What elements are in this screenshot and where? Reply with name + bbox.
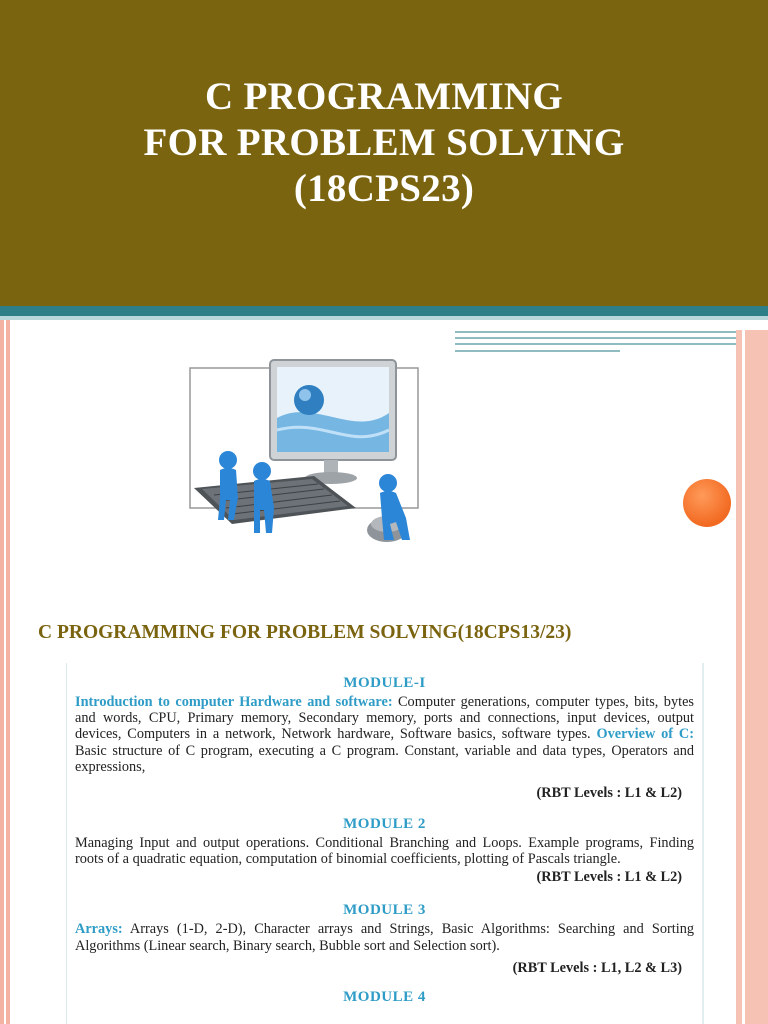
module-1-heading-1: Introduction to computer Hardware and software: <box>75 694 393 710</box>
accent-circle <box>683 479 731 527</box>
module-1-body-2: Basic structure of C program, executing a C program. Constant, variable and data types, Operators and expressions, <box>75 742 694 775</box>
module-3-heading: Arrays: <box>75 921 123 938</box>
deco-line <box>455 350 620 352</box>
module-2-text: Managing Input and output operations. Conditional Branching and Loops. Example programs, Finding roots of a quadratic equation, computation of binomial coefficients, plotting of Pascals triangle. <box>75 835 694 868</box>
deco-line <box>540 322 768 325</box>
deco-line <box>455 337 768 339</box>
divider-stripe-light <box>0 316 768 320</box>
title-banner <box>0 0 768 306</box>
module-4-title: MODULE 4 <box>343 988 426 1005</box>
module-1-body-1: Computer generations, computer types, bits, bytes and words, CPU, Primary memory, Secondary memory, ports and connections, input devices, output devices, Computers in a network, Network hardware, Software basics, software types. <box>75 694 694 743</box>
module-1-text <box>67 694 702 775</box>
divider-stripe <box>0 306 768 316</box>
module-1-title: MODULE-I <box>343 675 426 691</box>
module-2-title: MODULE 2 <box>343 816 426 833</box>
course-headline: C PROGRAMMING FOR PROBLEM SOLVING(18CPS13/23) <box>38 622 572 643</box>
right-border <box>736 330 768 1024</box>
module-1-heading-2: Overview of C: <box>596 726 694 743</box>
deco-line <box>455 331 768 333</box>
module-2-rbt: (RBT Levels : L1 & L2) <box>536 869 682 886</box>
syllabus-panel <box>66 663 704 1024</box>
deco-line <box>455 343 755 345</box>
computer-with-people-icon <box>184 358 424 554</box>
module-3-title: MODULE 3 <box>343 902 426 919</box>
module-1-rbt: (RBT Levels : L1 & L2) <box>536 785 682 802</box>
left-border <box>0 320 10 1024</box>
module-3-rbt: (RBT Levels : L1, L2 & L3) <box>512 959 682 976</box>
title-line-3: (18CPS23) <box>293 167 475 210</box>
module-3-text <box>67 921 702 953</box>
title-line-1: C PROGRAMMING <box>204 75 564 118</box>
title-line-2: FOR PROBLEM SOLVING <box>143 121 625 164</box>
module-3-body: Arrays (1-D, 2-D), Character arrays and Strings, Basic Algorithms: Searching and Sorting Algorithms (Linear search, Binary search, Bubble sort and Selection sort). <box>75 921 694 954</box>
